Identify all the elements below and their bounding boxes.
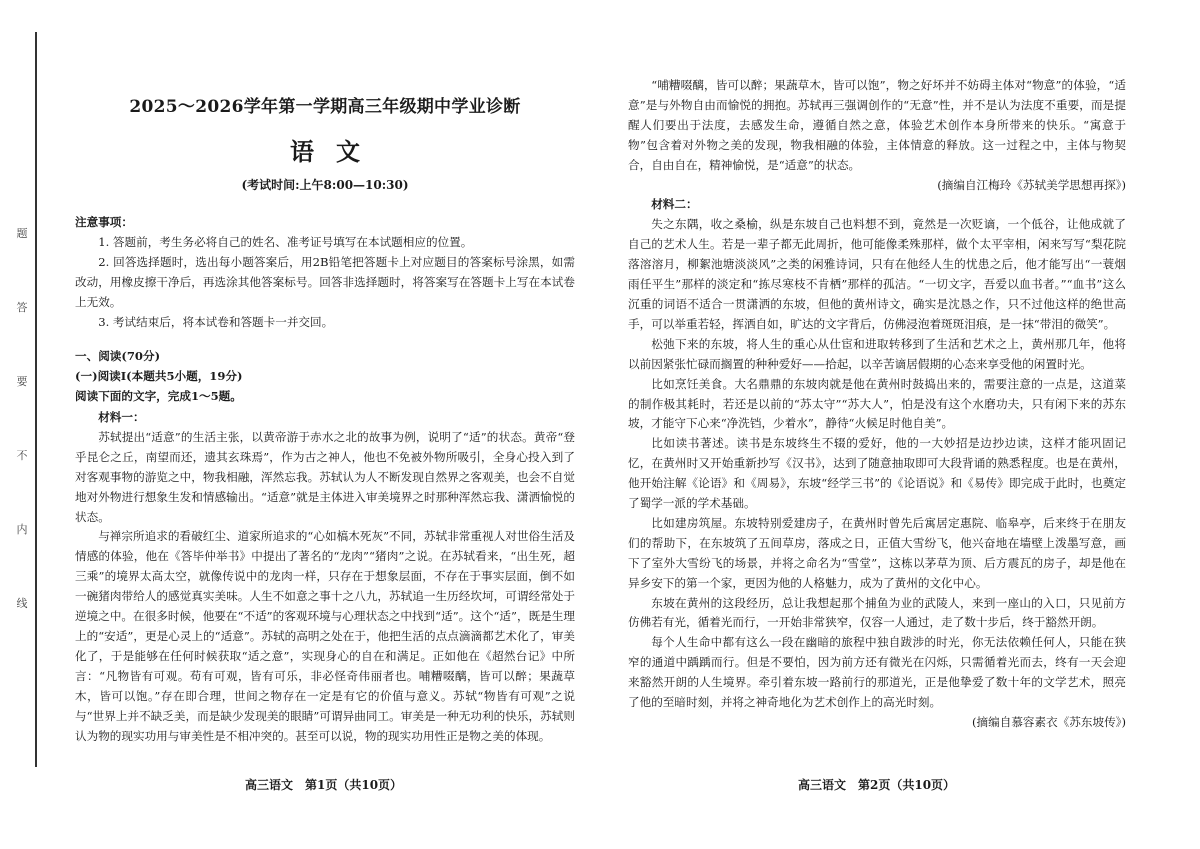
notes-heading: 注意事项： (75, 215, 133, 229)
paragraph: 每个人生命中都有这么一段在幽暗的旅程中独自跋涉的时光，你无法依赖任何人，只能在狭窄的通道中踽踽而行。但是不要怕，因为前方还有微光在闪烁，只需循着光而去，终有一天会迎来豁然开朗的人生境界。牵引着东坡一路前行的那道光，正是他挚爱了数十年的文学艺术，照亮了他的至暗时刻，并将之神奇地化为艺术创作上的高光时刻。 (628, 635, 1126, 710)
paragraph: 苏轼提出“适意”的生活主张，以黄帝游于赤水之北的故事为例，说明了“适”的状态。黄帝“登乎昆仑之丘，南望而还，遗其玄珠焉”，作为古之神人，他也不免被外物所吸引，全身心投入到了对客观事物的游览之中，物我相融，浑然忘我。苏轼认为人不断发现自然界之客观美，也会不自觉地对外物进行想象生发和情感输出。“适意”就是主体进入审美境界之时那种浑然忘我、潇洒愉悦的状态。 (75, 429, 575, 524)
binding-char: 不 (16, 449, 28, 462)
material-label: 材料一： (98, 410, 145, 424)
reading-header (75, 347, 575, 407)
paragraph: 比如烹饪美食。大名鼎鼎的东坡肉就是他在黄州时鼓捣出来的，需要注意的一点是，这道菜的制作极其耗时，若还是以前的“苏太守”“苏大人”，怕是没有这个水磨功夫，只有闲下来的苏东坡，才能守下心来“净洗铛，少着水”，静待“火候足时他自美”。 (628, 376, 1126, 431)
paragraph: 松弛下来的东坡，将人生的重心从仕宦和进取转移到了生活和艺术之上，黄州那几年，他将以前因紧张忙碌而搁置的种种爱好——拾起，以辛苦谪居假期的心态来享受他的闲置时光。 (628, 336, 1126, 371)
source-citation: (摘编自慕容素衣《苏东坡传》) (972, 715, 1126, 729)
exam-time: (考试时间:上午8:00—10:30) (241, 178, 409, 192)
paragraph: 东坡在黄州的这段经历，总让我想起那个捕鱼为业的武陵人，来到一座山的入口，只见前方仿佛若有光，循着光而行，一开始非常狭窄，仅容一人通过，走了数十步后，终于豁然开朗。 (628, 595, 1126, 630)
paragraph: 与禅宗所追求的看破红尘、道家所追求的“心如槁木死灰”不同，苏轼非常重视人对世俗生活及情感的体验，他在《答毕仲举书》中提出了著名的“龙肉”“猪肉”之说。在苏轼看来，“出生死，超三乘”的境界太高太空，就像传说中的龙肉一样，只存在于想象层面，不存在于事实层面，倒不如一碗猪肉带给人的感觉真实美味。人生不如意之事十之八九，苏轼追一生历经坎坷，可谓经常处于逆境之中。在很多时候，他要在“不适”的客观环境与心理状态之中找到“适”。这个“适”，既是生理上的“安适”，更是心灵上的“适意”。苏轼的高明之处在于，他把生活的点点滴滴都艺术化了，审美化了，于是能够在任何时候获取“适之意”，实现身心的自在和满足。正如他在《超然台记》中所言：“凡物皆有可观。苟有可观，皆有可乐，非必怪奇伟丽者也。哺糟啜醨，皆可以醉；果蔬草木，皆可以饱。”存在即合理，世间之物存在一定是有它的价值与意义。苏轼“物皆有可观”之说与“世界上并不缺乏美，而是缺少发现美的眼睛”可谓异曲同工。审美是一种无功利的快乐，苏轼则认为物的现实功用与审美性是不相冲突的。甚至可以说，物的现实功用性正是物之美的体现。 (75, 529, 575, 743)
paragraph: 失之东隅，收之桑榆，纵是东坡自己也料想不到，竟然是一次贬谪，一个低谷，让他成就了自己的艺术人生。若是一辈子都无此周折，他可能像柔殊那样，做个太平宰相，闲来写写“梨花院落溶溶月，柳絮池塘淡淡风”之类的闲雅诗词，只有在他经人生的忧患之后，他才能写出“一蓑烟雨任平生”那样的淡定和“拣尽寒枝不肯栖”那样的孤洁。“一切文字，吾爱以血书者。”“血书”这么沉重的词语不适合一贯潇洒的东坡，但他的黄州诗文，确实是沈恳之作，只不过他这样的绝世高手，可以举重若轻，挥洒自如，旷达的文字背后，仿佛浸泡着斑斑泪痕，是一抹“带泪的微笑”。 (628, 217, 1126, 331)
binding-line (35, 32, 37, 767)
binding-char: 内 (16, 523, 28, 536)
instruction: 阅读下面的文字，完成1～5题。 (75, 388, 242, 403)
binding-margin-text (14, 225, 30, 611)
paragraph: “哺糟啜醨，皆可以醉；果蔬草木，皆可以饱”，物之好坏并不妨碍主体对“物意”的体验，“适意”是与外物自由而愉悦的拥抱。苏轼再三强调创作的“无意”性，并不是认为法度不重要，而是提醒人们要出于法度，去感发生命，遵循自然之意，体验艺术创作本身所带来的快乐。“寓意于物”包含着对外物之美的发现，物我相融的体验，主体情意的释放。这一过程之中，主体与物契合，自由自在，精神愉悦，是“适意”的状态。 (628, 78, 1126, 172)
note-item: 2. 回答选择题时，选出每小题答案后，用2B铅笔把答题卡上对应题目的答案标号涂黑，如需改动，用橡皮擦干净后，再选涂其他答案标号。回答非选择题时，将答案写在答题卡上写在本试卷上无效。 (75, 254, 575, 309)
source-citation: (摘编自江梅玲《苏轼美学思想再探》) (937, 177, 1126, 192)
page-footer: 高三语文 第2页（共10页） (798, 778, 956, 792)
binding-char: 题 (16, 227, 28, 240)
binding-char: 答 (16, 301, 28, 314)
paragraph: 比如建房筑屋。东坡特别爱建房子，在黄州时曾先后寓居定惠院、临皋亭，后来终于在朋友们的帮助下，在东坡筑了五间草房，落成之日，正值大雪纷飞，他兴奋地在墙壁上泼墨写意，画下了室外大雪纷飞的场景，并将之命名为“雪堂”，这栋以茅草为顶、后方震瓦的房子，却是他在异乡安下的第一个家，更因为他的人格魅力，成为了黄州的文化中心。 (628, 515, 1126, 590)
binding-char: 线 (16, 597, 28, 610)
binding-char: 要 (16, 375, 28, 388)
subject-title: 语文 (290, 137, 382, 166)
right-body (628, 76, 1126, 733)
exam-title: 2025～2026学年第一学期高三年级期中学业诊断 (129, 97, 521, 117)
notes-block (75, 213, 575, 332)
paragraph: 比如读书著述。读书是东坡终生不辍的爱好，他的一大妙招是边抄边读，这样才能巩固记忆，在黄州时又开始重新抄写《汉书》，达到了随意抽取即可大段背诵的熟悉程度。也是在黄州，他开始注解《论语》和《周易》，东坡“经学三书”的《论语说》和《易传》即完成于此时，也奠定了蜀学一派的学术基础。 (628, 436, 1126, 511)
page-footer: 高三语文 第1页（共10页） (245, 778, 403, 792)
subsection-heading: (一)阅读Ⅰ(本题共5小题，19分) (75, 368, 243, 383)
note-item: 1. 答题前，考生务必将自己的姓名、准考证号填写在本试题相应的位置。 (98, 234, 473, 249)
material-label: 材料二： (651, 197, 698, 212)
note-item: 3. 考试结束后，将本试卷和答题卡一并交回。 (98, 314, 334, 329)
section-heading: 一、阅读(70分) (75, 349, 161, 363)
material-one (75, 408, 575, 746)
